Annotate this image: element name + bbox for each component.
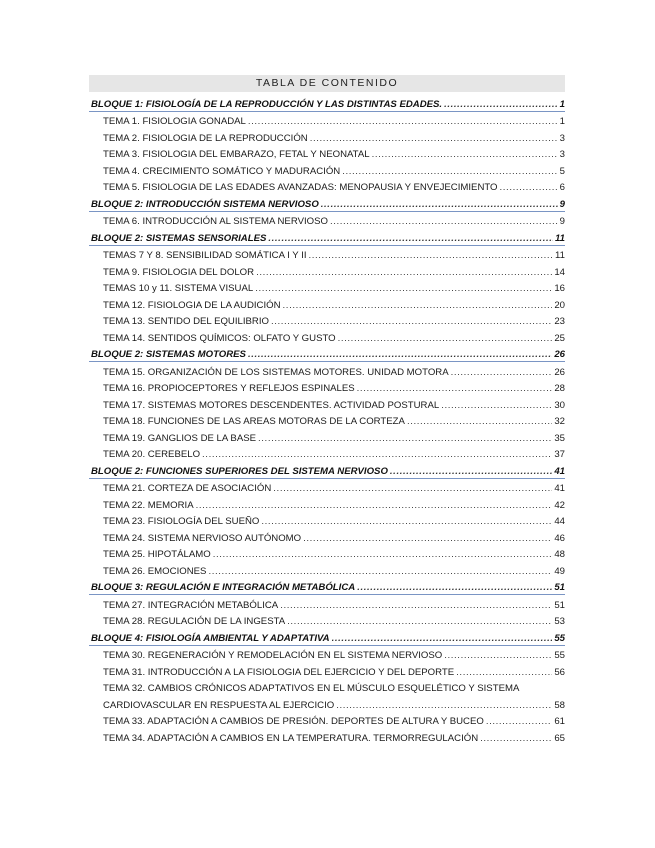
toc-dot-leader [441, 400, 552, 412]
toc-entry-label: TEMAS 10 y 11. SISTEMA VISUAL [103, 283, 254, 294]
toc-page-number: 9 [559, 216, 565, 227]
toc-title: TABLA DE CONTENIDO [89, 75, 565, 92]
toc-entry-label: TEMA 3. FISIOLOGIA DEL EMBARAZO, FETAL Y NEONATAL [103, 149, 370, 160]
toc-dot-leader [332, 633, 553, 645]
toc-dot-leader [271, 316, 552, 328]
toc-entry-label: TEMA 19. GANGLIOS DE LA BASE [103, 432, 257, 444]
toc-bloque-entry[interactable] [89, 345, 565, 363]
toc-entry-label: BLOQUE 4: FISIOLOGÍA AMBIENTAL Y ADAPTATIVA [91, 632, 330, 644]
toc-entry-label: CARDIOVASCULAR EN RESPUESTA AL EJERCICIO [103, 699, 335, 711]
toc-dot-leader [500, 182, 558, 194]
toc-entry-label: TEMA 6. INTRODUCCIÓN AL SISTEMA NERVIOSO [103, 216, 328, 227]
toc-entry-label: TEMA 28. REGULACIÓN DE LA INGESTA [103, 616, 286, 627]
toc-page-number: 14 [554, 266, 565, 278]
toc-page-number: 1 [559, 116, 565, 127]
toc-entry-label: TEMA 14. SENTIDOS QUÍMICOS: OLFATO Y GUSTO [103, 332, 336, 344]
toc-page-number: 41 [554, 465, 565, 477]
toc-dot-leader [255, 283, 552, 295]
toc-tema-entry[interactable] [89, 161, 565, 178]
toc-dot-leader [248, 116, 558, 128]
toc-page-number: 3 [559, 149, 565, 160]
toc-entry-label: TEMA 20. CEREBELO [103, 449, 201, 460]
toc-tema-entry[interactable] [89, 561, 565, 578]
toc-entry-label: TEMA 4. CRECIMIENTO SOMÁTICO Y MADURACIÓN [103, 165, 341, 177]
toc-dot-leader [213, 549, 553, 561]
toc-tema-entry[interactable] [89, 312, 565, 329]
toc-dot-leader [456, 667, 552, 679]
toc-tema-entry[interactable] [89, 528, 565, 545]
toc-list [89, 94, 565, 745]
toc-dot-leader [357, 582, 552, 594]
toc-dot-leader [309, 250, 554, 262]
toc-tema-entry[interactable] [89, 262, 565, 279]
toc-page-number: 11 [555, 250, 565, 261]
toc-dot-leader [342, 166, 557, 178]
toc-tema-entry[interactable] [89, 646, 565, 663]
toc-dot-leader [444, 99, 558, 111]
toc-tema-entry[interactable] [89, 479, 565, 496]
toc-entry-label: TEMA 23. FISIOLOGÍA DEL SUEÑO [103, 516, 260, 527]
toc-page-number: 9 [559, 198, 565, 210]
toc-tema-entry[interactable] [89, 679, 565, 696]
toc-page-number: 37 [554, 449, 565, 460]
toc-entry-label: TEMA 18. FUNCIONES DE LAS AREAS MOTORAS DE LA CORTEZA [103, 416, 405, 427]
toc-dot-leader [310, 133, 558, 145]
toc-tema-entry[interactable] [89, 412, 565, 429]
toc-page-number: 26 [554, 366, 565, 378]
toc-tema-entry[interactable] [89, 295, 565, 312]
document-page [89, 75, 565, 745]
toc-entry-label: BLOQUE 2: INTRODUCCIÓN SISTEMA NERVIOSO [91, 198, 319, 210]
toc-tema-entry[interactable] [89, 328, 565, 345]
toc-dot-leader [480, 733, 552, 745]
toc-tema-entry[interactable] [89, 379, 565, 396]
toc-page-number: 65 [554, 732, 565, 744]
toc-tema-entry[interactable] [89, 728, 565, 745]
toc-entry-label: TEMA 17. SISTEMAS MOTORES DESCENDENTES. ACTIVIDAD POSTURAL [103, 399, 440, 411]
toc-tema-entry[interactable] [89, 545, 565, 562]
toc-page-number: 48 [554, 549, 565, 560]
toc-page-number: 26 [554, 349, 565, 360]
toc-dot-leader [196, 500, 553, 512]
toc-dot-leader [248, 349, 552, 361]
toc-tema-entry[interactable] [89, 712, 565, 729]
toc-dot-leader [256, 267, 552, 279]
toc-page-number: 51 [554, 599, 565, 611]
toc-entry-label: TEMA 30. REGENERACIÓN Y REMODELACIÓN EN EL SISTEMA NERVIOSO [103, 650, 443, 661]
toc-page-number: 46 [554, 532, 565, 544]
toc-page-number: 42 [554, 499, 565, 511]
toc-entry-label: TEMA 12. FISIOLOGIA DE LA AUDICIÓN [103, 299, 281, 311]
toc-page-number: 20 [554, 299, 565, 311]
toc-dot-leader [261, 516, 552, 528]
toc-bloque-entry[interactable] [89, 94, 565, 112]
toc-entry-label: TEMA 24. SISTEMA NERVIOSO AUTÓNOMO [103, 532, 302, 544]
toc-dot-leader [444, 650, 552, 662]
toc-tema-entry[interactable] [89, 145, 565, 162]
toc-page-number: 49 [554, 565, 565, 577]
toc-entry-label: BLOQUE 2: SISTEMAS MOTORES [91, 349, 246, 360]
toc-entry-label: TEMA 31. INTRODUCCIÓN A LA FISIOLOGIA DEL EJERCICIO Y DEL DEPORTE [103, 666, 455, 678]
toc-dot-leader [258, 433, 552, 445]
toc-bloque-entry[interactable] [89, 194, 565, 212]
toc-page-number: 16 [554, 283, 565, 294]
toc-dot-leader [321, 199, 558, 211]
toc-tema-entry[interactable] [89, 246, 565, 263]
toc-dot-leader [208, 566, 552, 578]
toc-entry-label: TEMAS 7 Y 8. SENSIBILIDAD SOMÁTICA I Y II [103, 250, 307, 261]
toc-tema-entry[interactable] [89, 595, 565, 612]
toc-bloque-entry[interactable] [89, 628, 565, 646]
toc-dot-leader [280, 600, 552, 612]
toc-dot-leader [407, 416, 552, 428]
toc-tema-entry[interactable] [89, 445, 565, 462]
toc-entry-label: TEMA 27. INTEGRACIÓN METABÓLICA [103, 599, 279, 611]
toc-entry-label: TEMA 25. HIPOTÁLAMO [103, 549, 211, 560]
toc-tema-entry[interactable] [89, 362, 565, 379]
toc-tema-entry[interactable] [89, 495, 565, 512]
toc-dot-leader [268, 233, 553, 245]
toc-page-number: 44 [554, 516, 565, 527]
toc-page-number: 51 [554, 582, 565, 593]
toc-dot-leader [336, 700, 552, 712]
toc-entry-label: TEMA 2. FISIOLOGIA DE LA REPRODUCCIÓN [103, 132, 308, 144]
toc-page-number: 61 [554, 716, 565, 727]
toc-entry-label: BLOQUE 3: REGULACIÓN E INTEGRACIÓN METABÓLICA [91, 582, 356, 593]
toc-entry-label: TEMA 15. ORGANIZACIÓN DE LOS SISTEMAS MOTORES. UNIDAD MOTORA [103, 366, 449, 378]
toc-page-number: 55 [554, 632, 565, 644]
toc-tema-entry[interactable] [89, 512, 565, 529]
toc-entry-label: BLOQUE 1: FISIOLOGÍA DE LA REPRODUCCIÓN Y LAS DISTINTAS EDADES. [91, 98, 443, 110]
toc-page-number: 1 [559, 98, 565, 110]
toc-bloque-entry[interactable] [89, 578, 565, 596]
toc-entry-label: TEMA 34. ADAPTACIÓN A CAMBIOS EN LA TEMPERATURA. TERMORREGULACIÓN [103, 732, 479, 744]
toc-page-number: 58 [554, 699, 565, 711]
toc-page-number: 56 [554, 666, 565, 678]
toc-page-number: 35 [554, 432, 565, 444]
toc-page-number: 28 [554, 383, 565, 394]
toc-tema-entry[interactable] [89, 395, 565, 412]
toc-entry-label: TEMA 16. PROPIOCEPTORES Y REFLEJOS ESPINALES [103, 383, 355, 394]
toc-dot-leader [273, 483, 552, 495]
toc-tema-entry[interactable] [89, 112, 565, 129]
toc-tema-entry[interactable] [89, 428, 565, 445]
toc-dot-leader [303, 533, 552, 545]
toc-dot-leader [283, 300, 553, 312]
toc-entry-label: TEMA 13. SENTIDO DEL EQUILIBRIO [103, 316, 269, 327]
toc-page-number: 55 [554, 650, 565, 661]
toc-dot-leader [287, 616, 552, 628]
toc-entry-label: TEMA 22. MEMORIA [103, 499, 194, 511]
toc-bloque-entry[interactable] [89, 461, 565, 479]
toc-dot-leader [357, 383, 553, 395]
toc-page-number: 32 [554, 416, 565, 427]
toc-tema-entry[interactable] [89, 178, 565, 195]
toc-page-number: 41 [554, 483, 565, 494]
toc-entry-label: BLOQUE 2: FUNCIONES SUPERIORES DEL SISTEMA NERVIOSO [91, 465, 388, 477]
toc-page-number: 3 [559, 132, 565, 144]
toc-dot-leader [390, 466, 552, 478]
toc-page-number: 11 [555, 232, 565, 244]
toc-page-number: 23 [554, 316, 565, 327]
toc-page-number: 6 [559, 182, 565, 193]
toc-tema-entry[interactable] [89, 212, 565, 229]
toc-dot-leader [372, 149, 558, 161]
toc-dot-leader [486, 716, 552, 728]
toc-tema-entry[interactable] [89, 612, 565, 629]
toc-page-number: 5 [559, 165, 565, 177]
toc-dot-leader [330, 216, 558, 228]
toc-page-number: 25 [554, 332, 565, 344]
toc-entry-label: BLOQUE 2: SISTEMAS SENSORIALES [91, 232, 267, 244]
toc-dot-leader [338, 333, 553, 345]
toc-entry-label: TEMA 9. FISIOLOGIA DEL DOLOR [103, 266, 255, 278]
toc-entry-label: TEMA 26. EMOCIONES [103, 565, 207, 577]
toc-page-number: 53 [554, 616, 565, 627]
toc-tema-entry[interactable] [89, 662, 565, 679]
toc-entry-label: TEMA 21. CORTEZA DE ASOCIACIÓN [103, 483, 272, 494]
toc-dot-leader [451, 367, 553, 379]
toc-dot-leader [202, 449, 552, 461]
toc-entry-label: TEMA 32. CAMBIOS CRÓNICOS ADAPTATIVOS EN EL MÚSCULO ESQUELÉTICO Y SISTEMA [103, 683, 520, 694]
toc-page-number: 30 [554, 399, 565, 411]
toc-entry-label: TEMA 5. FISIOLOGIA DE LAS EDADES AVANZADAS: MENOPAUSIA Y ENVEJECIMIENTO [103, 182, 498, 193]
toc-tema-entry[interactable] [89, 695, 565, 712]
toc-tema-entry[interactable] [89, 279, 565, 296]
toc-tema-entry[interactable] [89, 128, 565, 145]
toc-entry-label: TEMA 1. FISIOLOGIA GONADAL [103, 116, 246, 127]
toc-bloque-entry[interactable] [89, 228, 565, 246]
toc-entry-label: TEMA 33. ADAPTACIÓN A CAMBIOS DE PRESIÓN. DEPORTES DE ALTURA Y BUCEO [103, 716, 484, 727]
